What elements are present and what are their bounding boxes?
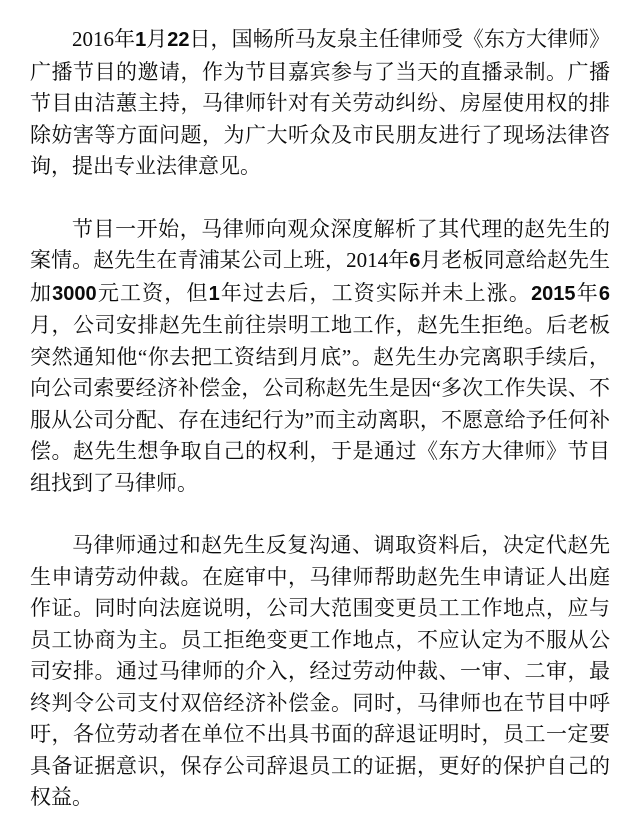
text-run: 年	[575, 280, 599, 305]
bold-number-run: 6	[409, 250, 421, 272]
text-run: 月老板同意给赵先生加	[30, 248, 611, 305]
paragraph	[30, 530, 610, 814]
bold-number-run: 1	[208, 282, 220, 305]
text-run: 日，国畅所马友泉主任律师受《东方大律师》广播节目的邀请，作为节目嘉宾参与了当天的直播录制。广播节目由洁蕙主持，马律师针对有关劳动纠纷、房屋使用权的排除妨害等方面问题，为广大听众及市民朋友进行了现场法律咨询，提出专业法律意见。	[30, 27, 611, 178]
paragraph	[30, 24, 610, 183]
text-run: 2016年	[72, 27, 136, 51]
text-run: 马律师通过和赵先生反复沟通、调取资料后，决定代赵先生申请劳动仲裁。在庭审中，马律师帮助赵先生申请证人出庭作证。同时向法庭说明，公司大范围变更员工工作地点，应与员工协商为主。员工拒绝变更工作地点，不应认定为不服从公司安排。通过马律师的介入，经过劳动仲裁、一审、二审，最终判令公司支付双倍经济补偿金。同时，马律师也在节目中呼吁，各位劳动者在单位不出具书面的辞退证明时，员工一定要具备证据意识，保存公司辞退员工的证据，更好的保护自己的权益。	[30, 533, 610, 809]
text-run: 年过去后，工资实际并未上涨。	[219, 280, 532, 305]
bold-number-run: 6	[598, 282, 610, 305]
text-run: 月	[146, 27, 168, 51]
bold-number-run: 1	[135, 29, 147, 51]
text-run: 月，公司安排赵先生前往崇明工地工作，赵先生拒绝。后老板突然通知他“你去把工资结到月底”。赵先生办完离职手续后，向公司索要经济补偿金，公司称赵先生是因“多次工作失误、不服从公司分配、存在违纪行为”而主动离职，不愿意给予任何补偿。赵先生想争取自己的权利，于是通过《东方大律师》节目组找到了马律师。	[30, 313, 610, 495]
bold-number-run: 3000	[52, 282, 97, 305]
text-run: 节目一开始，马律师向观众深度解析了其代理的赵先生的案情。赵先生在青浦某公司上班，2014年	[30, 216, 610, 272]
paragraph	[30, 214, 610, 500]
document-body	[30, 24, 610, 814]
bold-number-run: 22	[167, 29, 190, 51]
bold-number-run: 2015	[531, 282, 576, 305]
text-run: 元工资，但	[96, 280, 209, 305]
